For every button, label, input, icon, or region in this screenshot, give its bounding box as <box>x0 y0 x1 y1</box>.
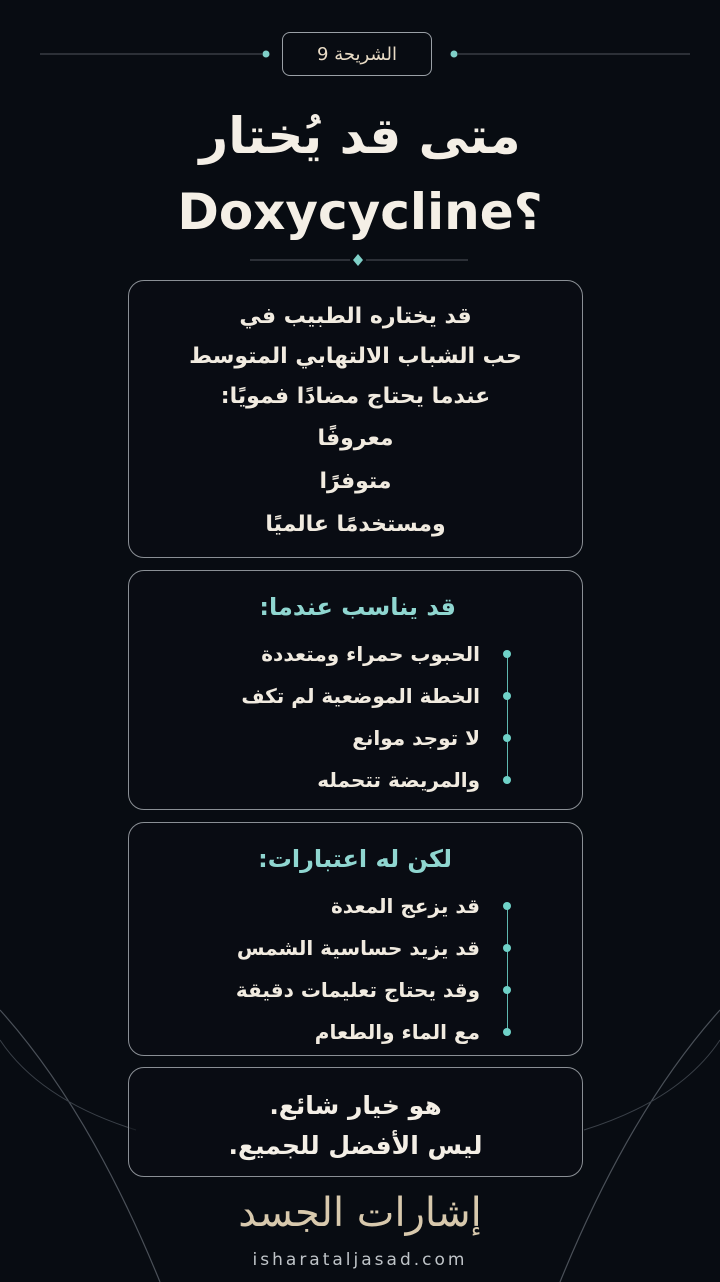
list-item-text: وقد يحتاج تعليمات دقيقة <box>235 978 480 1002</box>
list-item-text: والمريضة تتحمله <box>317 768 480 792</box>
bullet-dot-icon <box>503 986 511 994</box>
list-item <box>129 633 582 675</box>
title-divider <box>0 250 720 270</box>
brand-logo-text: إشارات الجسد <box>238 1190 482 1236</box>
intro-line: متوفرًا <box>319 469 392 494</box>
list-item-text: قد يزيد حساسية الشمس <box>236 936 480 960</box>
page-title <box>0 98 720 250</box>
intro-line: قد يختاره الطبيب في <box>239 304 472 329</box>
slide-number-badge <box>282 32 432 76</box>
title-line-2: Doxycycline؟ <box>177 183 543 241</box>
bullet-dot-icon <box>503 692 511 700</box>
suitable-heading: قد يناسب عندما: <box>259 593 456 621</box>
list-item <box>129 675 582 717</box>
list-item-text: لا توجد موانع <box>352 726 480 750</box>
summary-line: ليس الأفضل للجميع. <box>228 1131 483 1160</box>
list-item <box>129 717 582 759</box>
intro-line: عندما يحتاج مضادًا فمويًا: <box>220 384 491 409</box>
bullet-dot-icon <box>503 902 511 910</box>
slide-number-label: الشريحة 9 <box>317 43 397 65</box>
intro-line: حب الشباب الالتهابي المتوسط <box>189 344 522 369</box>
suitable-card <box>128 570 583 810</box>
list-item <box>129 969 582 1011</box>
considerations-list <box>129 885 582 1053</box>
title-line-1: متى قد يُختار <box>199 107 521 165</box>
website-link[interactable]: isharataljasad.com <box>252 1250 468 1270</box>
summary-card <box>128 1067 583 1177</box>
suitable-list <box>129 633 582 801</box>
bullet-dot-icon <box>503 776 511 784</box>
bullet-dot-icon <box>503 734 511 742</box>
list-item-text: مع الماء والطعام <box>314 1020 480 1044</box>
considerations-heading: لكن له اعتبارات: <box>258 845 452 873</box>
bullet-dot-icon <box>503 650 511 658</box>
list-item <box>129 927 582 969</box>
intro-line: معروفًا <box>317 426 394 451</box>
list-item <box>129 759 582 801</box>
list-item <box>129 885 582 927</box>
considerations-card <box>128 822 583 1056</box>
list-item <box>129 1011 582 1053</box>
bullet-dot-icon <box>503 1028 511 1036</box>
list-item-text: الحبوب حمراء ومتعددة <box>261 642 480 666</box>
bullet-dot-icon <box>503 944 511 952</box>
intro-card <box>128 280 583 558</box>
intro-line: ومستخدمًا عالميًا <box>265 512 446 537</box>
list-item-text: قد يزعج المعدة <box>330 894 480 918</box>
summary-line: هو خيار شائع. <box>269 1091 442 1120</box>
list-item-text: الخطة الموضعية لم تكف <box>241 684 480 708</box>
